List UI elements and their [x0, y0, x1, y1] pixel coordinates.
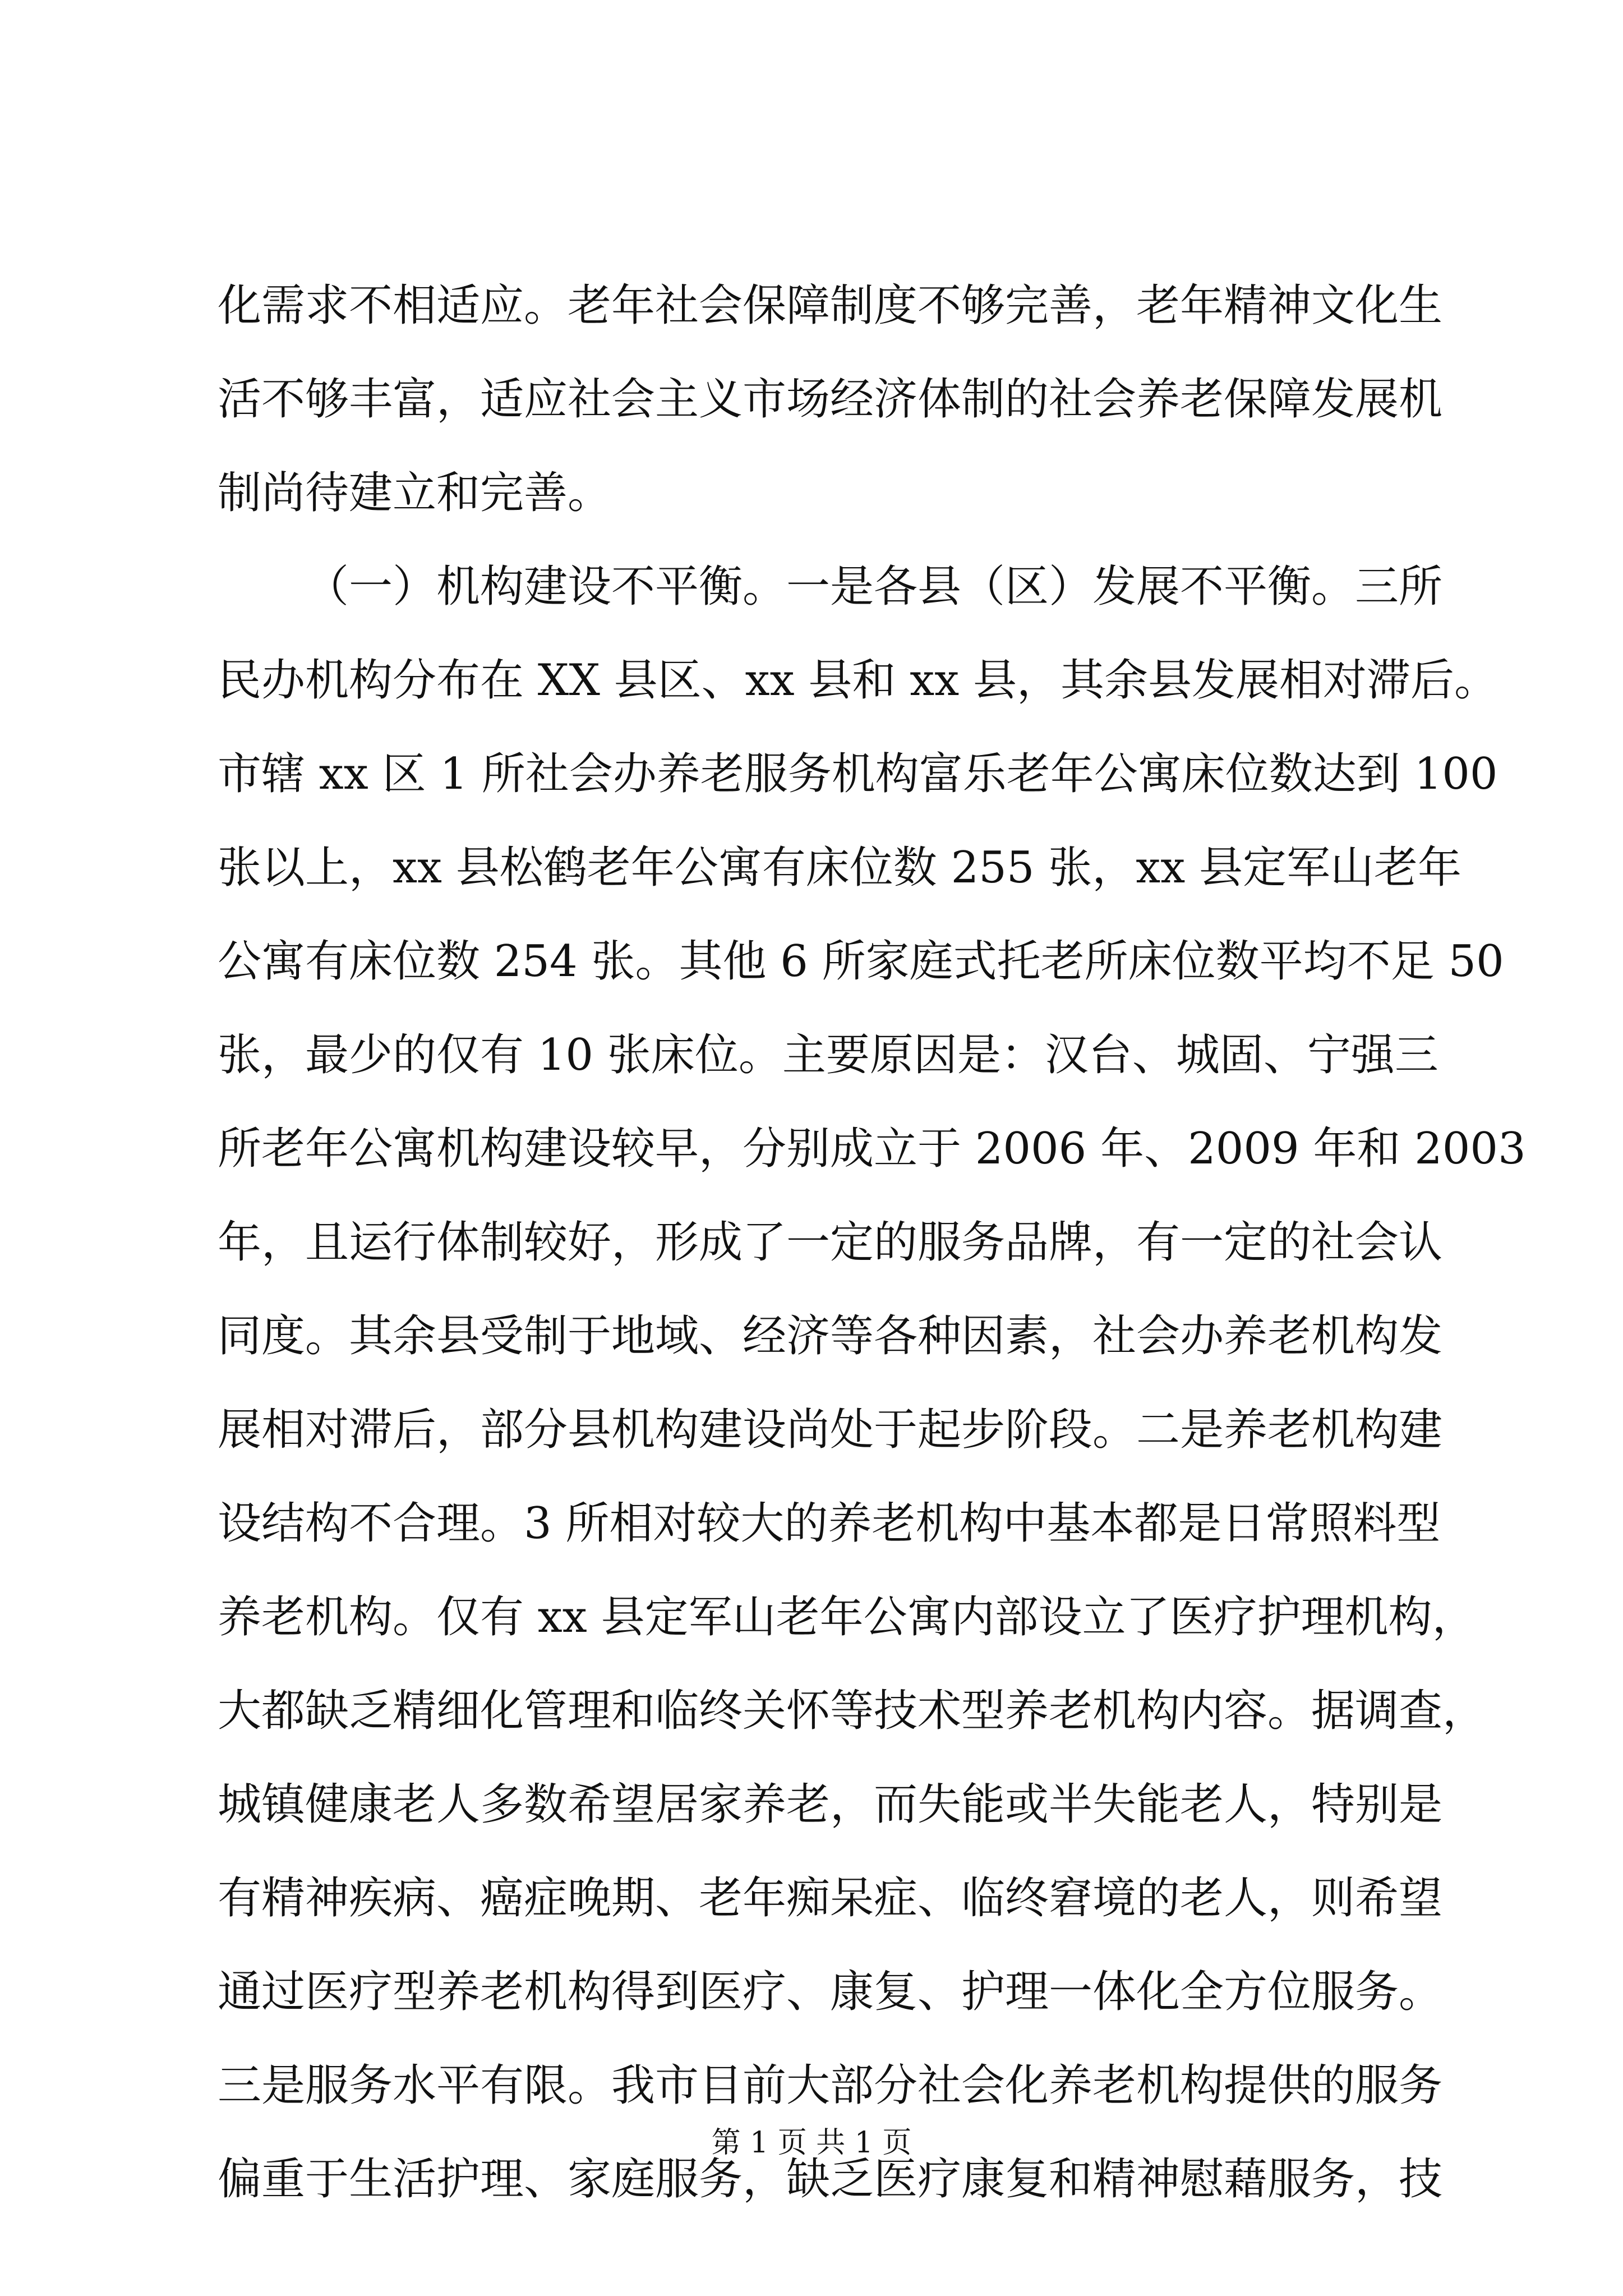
- text-line: 所老年公寓机构建设较早，分别成立于 2006 年、2009 年和 2003: [218, 1124, 1526, 1174]
- text-line: 大都缺乏精细化管理和临终关怀等技术型养老机构内容。据调查，: [218, 1686, 1487, 1736]
- text-line: 通过医疗型养老机构得到医疗、康复、护理一体化全方位服务。: [218, 1967, 1443, 2017]
- text-line: 活不够丰富，适应社会主义市场经济体制的社会养老保障发展机: [218, 374, 1443, 425]
- text-line: 张以上，xx 县松鹤老年公寓有床位数 255 张，xx 县定军山老年: [218, 843, 1462, 893]
- text-line: 城镇健康老人多数希望居家养老，而失能或半失能老人，特别是: [218, 1779, 1443, 1830]
- text-line: 养老机构。仅有 xx 县定军山老年公寓内部设立了医疗护理机构，: [218, 1592, 1476, 1642]
- section-heading-line: （一）机构建设不平衡。一是各县（区）发展不平衡。三所: [305, 562, 1443, 612]
- body-text: [218, 259, 1526, 2226]
- text-line: 化需求不相适应。老年社会保障制度不够完善，老年精神文化生: [218, 280, 1443, 331]
- page-footer: 第 1 页 共 1 页: [711, 2126, 912, 2160]
- text-line: 三是服务水平有限。我市目前大部分社会化养老机构提供的服务: [218, 2060, 1443, 2111]
- text-line: 设结构不合理。3 所相对较大的养老机构中基本都是日常照料型: [218, 1498, 1441, 1549]
- text-line: 同度。其余县受制于地域、经济等各种因素，社会办养老机构发: [218, 1311, 1443, 1361]
- text-line: 公寓有床位数 254 张。其他 6 所家庭式托老所床位数平均不足 50: [218, 936, 1504, 987]
- text-line: 有精神疾病、癌症晚期、老年痴呆症、临终窘境的老人，则希望: [218, 1873, 1443, 1924]
- text-line: 张，最少的仅有 10 张床位。主要原因是：汉台、城固、宁强三: [218, 1030, 1438, 1080]
- text-line: 展相对滞后，部分县机构建设尚处于起步阶段。二是养老机构建: [218, 1405, 1443, 1455]
- text-line: 市辖 xx 区 1 所社会办养老服务机构富乐老年公寓床位数达到 100: [218, 749, 1498, 799]
- text-line: 偏重于生活护理、家庭服务，缺乏医疗康复和精神慰藉服务，技: [218, 2154, 1443, 2205]
- text-line: 制尚待建立和完善。: [218, 468, 612, 518]
- text-line: 民办机构分布在 XX 县区、xx 县和 xx 县，其余县发展相对滞后。: [218, 655, 1498, 706]
- text-line: 年，且运行体制较好，形成了一定的服务品牌，有一定的社会认: [218, 1217, 1443, 1268]
